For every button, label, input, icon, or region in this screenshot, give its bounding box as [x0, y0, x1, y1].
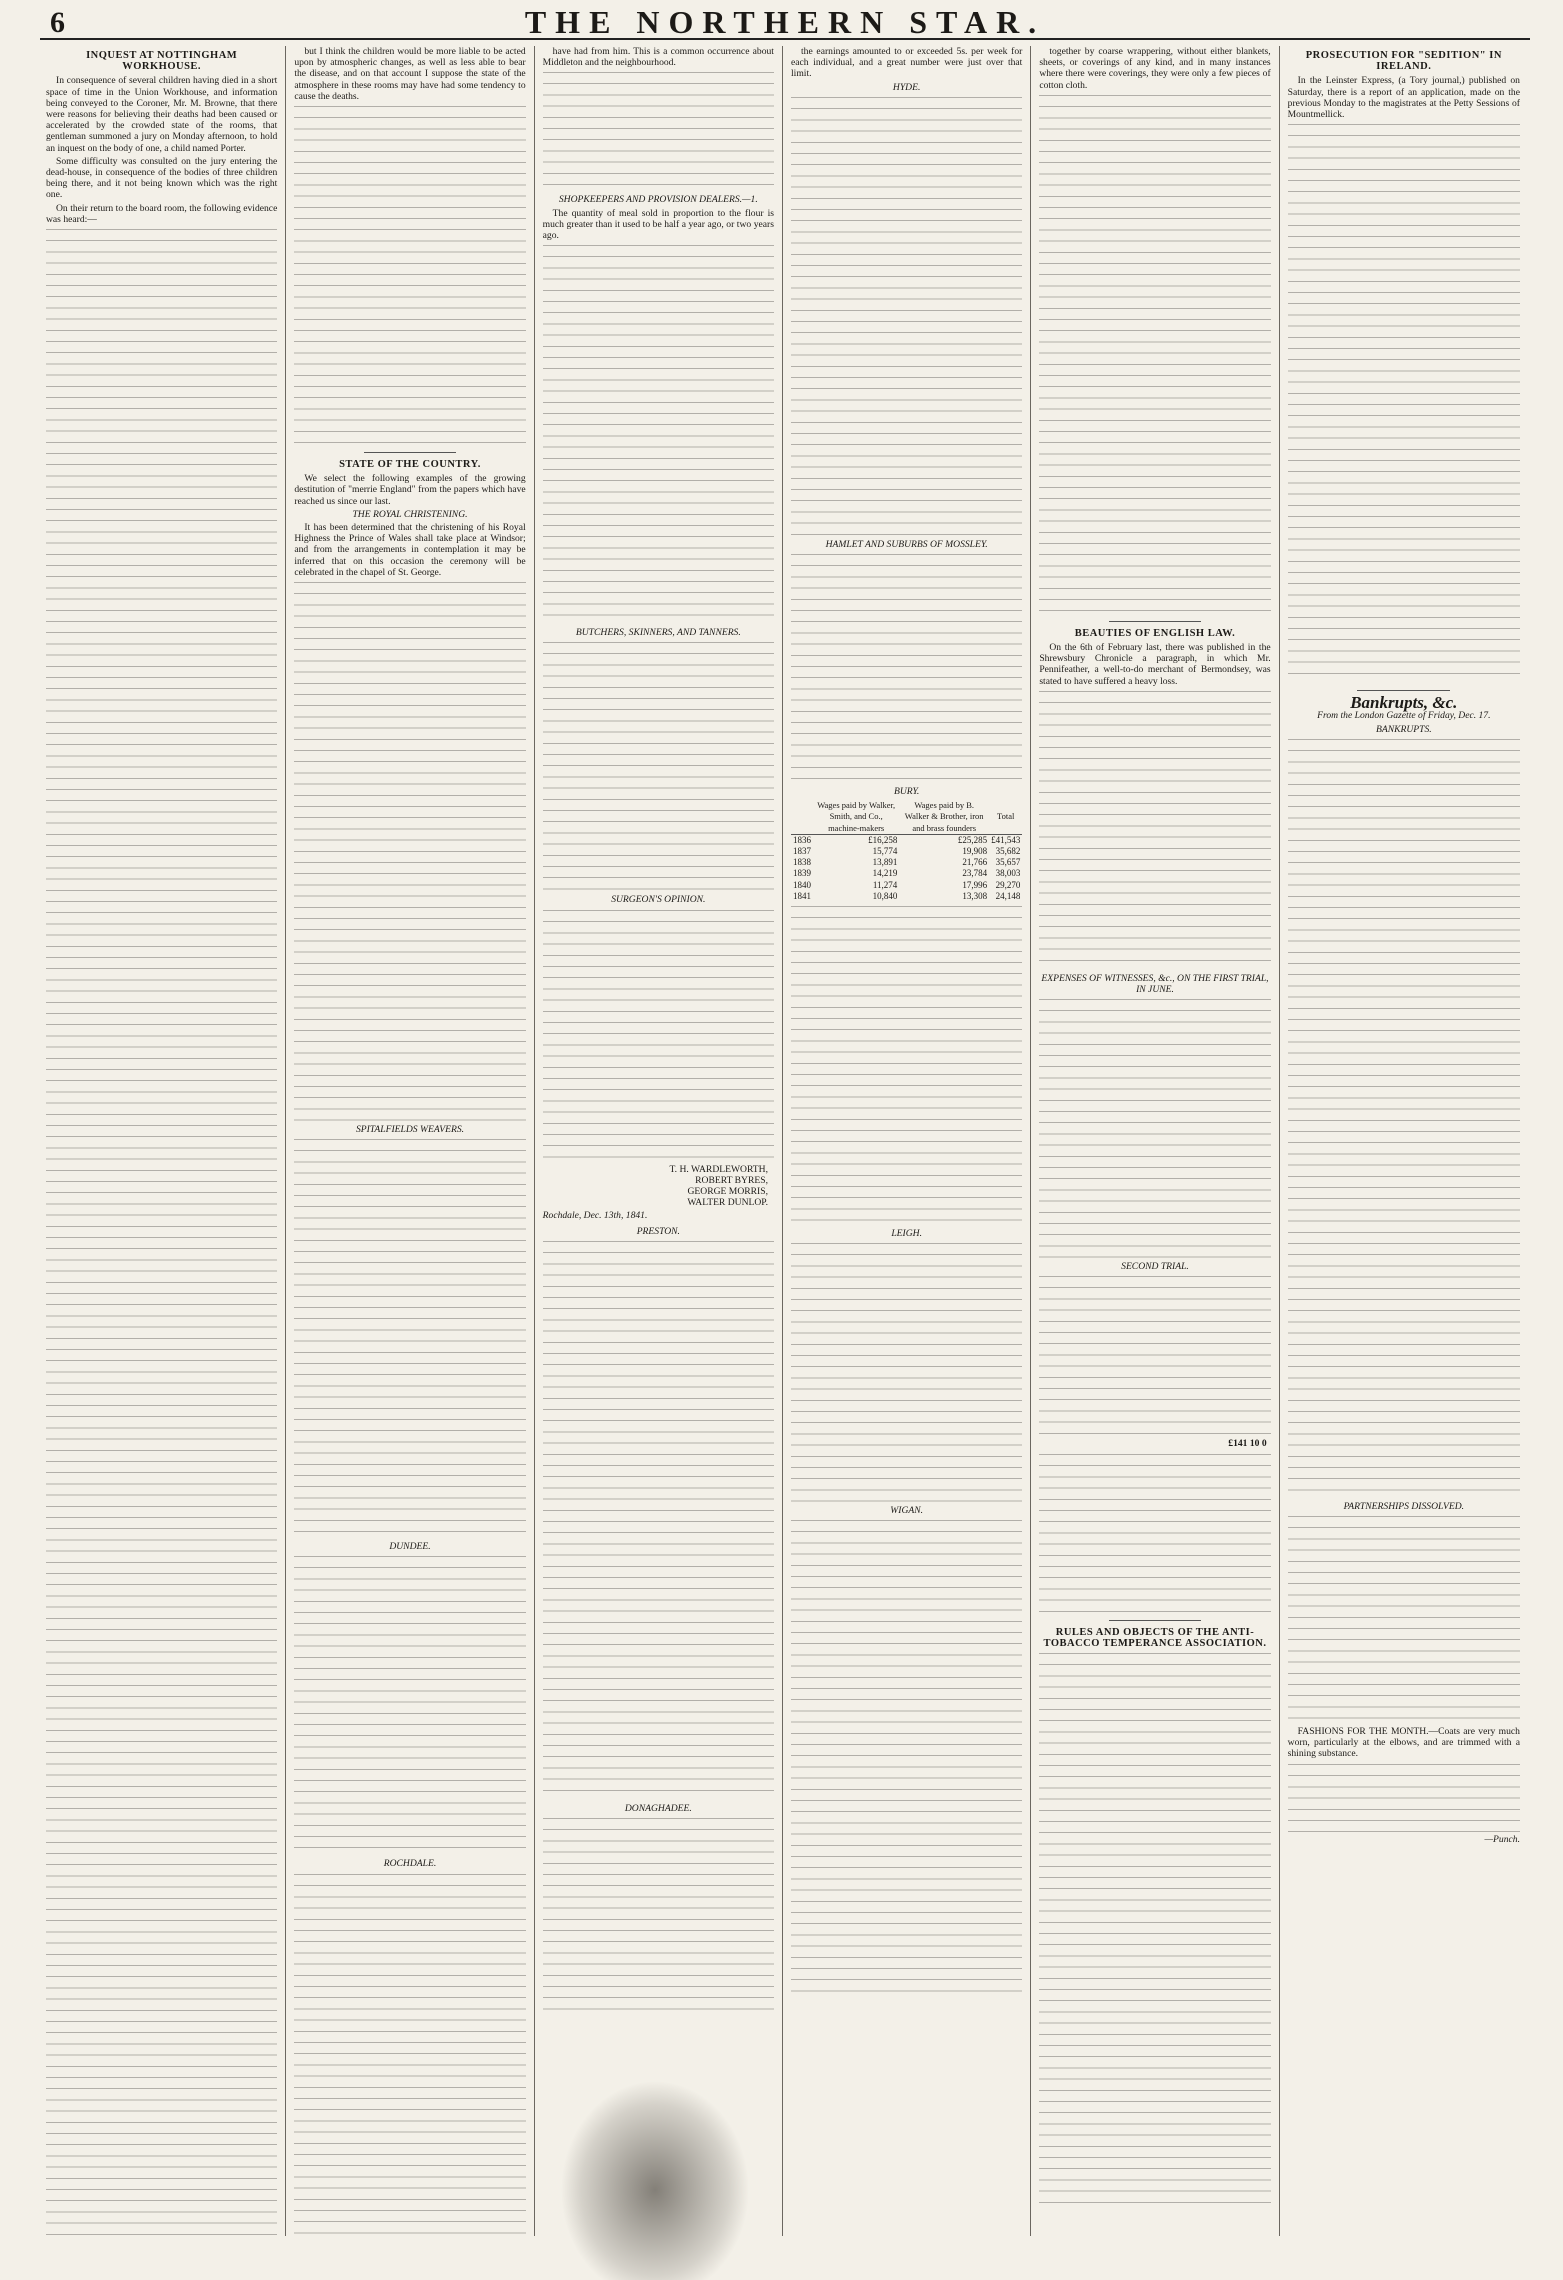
subhead: DUNDEE. — [389, 1541, 431, 1553]
divider — [1109, 1620, 1202, 1621]
paragraph: In the Leinster Express, (a Tory journal,) published on Saturday, there is a report of an application, made on the previous Monday to the magistrates at the Petty Sessions of Mountmellick. — [1287, 75, 1520, 121]
column-1 — [38, 46, 286, 2236]
cell: 35,657 — [995, 857, 1021, 868]
body-text-block — [543, 1241, 774, 1801]
bankrupts-heading: Bankrupts, &c. — [1350, 693, 1458, 713]
subhead: WIGAN. — [890, 1505, 924, 1517]
divider — [1357, 690, 1450, 691]
headline-beauties-of-law: BEAUTIES OF ENGLISH LAW. — [1074, 627, 1236, 639]
table-row — [791, 857, 1022, 868]
paragraph: In consequence of several children having died in a short space of time in the Union Workhouse, and information being conveyed to the Coroner, Mr. M. Browne, that there were reasons for believing their deaths had been caused or accelerated by the crowded state of the rooms, that gentleman summoned a jury on Monday afternoon, to hold an inquest on the body of one, a child named Porter. — [46, 75, 278, 154]
cell: 11,274 — [872, 879, 898, 890]
body-text-block — [294, 1874, 525, 2236]
subhead: HAMLET AND SUBURBS OF MOSSLEY. — [825, 538, 988, 550]
body-text-block — [543, 1818, 774, 2018]
cell: 15,774 — [872, 846, 898, 857]
signatory: GEORGE MORRIS, — [687, 1186, 768, 1198]
body-text-block — [543, 910, 774, 1160]
subhead: PRESTON. — [636, 1225, 680, 1237]
cell: 1841 — [792, 890, 811, 901]
body-text-block — [543, 642, 774, 892]
subhead: SPITALFIELDS WEAVERS. — [355, 1124, 465, 1136]
page-number: 6 — [50, 6, 65, 39]
subhead: HYDE. — [892, 81, 921, 93]
headline-state-of-country: STATE OF THE COUNTRY. — [339, 459, 481, 471]
body-text-block — [543, 245, 774, 625]
table-row — [791, 846, 1022, 857]
cell: 13,891 — [872, 857, 898, 868]
newspaper-columns — [38, 46, 1528, 2236]
column-4 — [783, 46, 1031, 2236]
subhead: PARTNERSHIPS DISSOLVED. — [1343, 1500, 1465, 1512]
credit: —Punch. — [1484, 1833, 1520, 1845]
wages-table — [791, 800, 1022, 902]
body-text-block — [791, 554, 1022, 784]
subhead: DONAGHADEE. — [624, 1802, 692, 1814]
paragraph: It has been determined that the christening of his Royal Highness the Prince of Wales shall take place at Windsor; and from the arrangements in contemplation it may be inferred that on this occasion the ceremony will be celebrated in the chapel of St. George. — [294, 522, 526, 578]
column-6 — [1280, 46, 1528, 2236]
cell: 19,908 — [962, 846, 988, 857]
body-text-block — [543, 72, 774, 192]
body-text-block — [1288, 1764, 1520, 1834]
cell: 14,219 — [872, 868, 898, 879]
paragraph: On the 6th of February last, there was published in the Shrewsbury Chronicle a paragraph, in which Mr. Pennifeather, a well-to-do merchant of Bermondsey, was stated to have suffered a heavy loss. — [1039, 642, 1271, 687]
body-text-block — [1288, 124, 1520, 684]
paragraph: The quantity of meal sold in proportion to the flour is much greater than it used to be half a year ago, or two years ago. — [542, 207, 774, 242]
table-row — [791, 891, 1022, 902]
paragraph: FASHIONS FOR THE MONTH.—Coats are very much worn, particularly at the elbows, and are trimmed with a shining substance. — [1287, 1726, 1520, 1760]
table-header-row — [791, 800, 1022, 834]
body-text-block — [294, 1139, 525, 1539]
column-header — [791, 800, 813, 834]
subhead: SHOPKEEPERS AND PROVISION DEALERS.—1. — [558, 194, 758, 206]
subhead: SURGEON'S OPINION. — [611, 894, 706, 906]
body-text-block — [294, 1556, 525, 1856]
cell: £25,285 — [957, 834, 988, 845]
cell: 24,148 — [995, 890, 1021, 901]
cell: 13,308 — [962, 890, 988, 901]
column-header: Wages paid by B. Walker & Brother, iron and brass founders — [899, 800, 989, 834]
headline-anti-tobacco: RULES AND OBJECTS OF THE ANTI-TOBACCO TEMPERANCE ASSOCIATION. — [1043, 1626, 1267, 1649]
cell: £41,543 — [991, 834, 1021, 845]
column-5 — [1031, 46, 1279, 2236]
cell: 17,996 — [962, 879, 988, 890]
paragraph: have had from him. This is a common occurrence about Middleton and the neighbourhood. — [542, 46, 774, 69]
body-text-block — [1039, 1454, 1270, 1614]
body-text-block — [46, 229, 277, 2236]
body-text-block — [294, 582, 525, 1122]
bankrupts-list — [1288, 739, 1520, 1499]
bankrupts-source: From the London Gazette of Friday, Dec. 17. — [1317, 710, 1491, 722]
cell: 23,784 — [962, 868, 988, 879]
cell: 1836 — [792, 834, 811, 845]
cell: 29,270 — [995, 879, 1021, 890]
body-text-block — [791, 1520, 1022, 2000]
cell: 1839 — [792, 868, 811, 879]
signatory: T. H. WARDLEWORTH, — [669, 1163, 768, 1175]
column-header: Total — [989, 800, 1022, 834]
paragraph: We select the following examples of the growing destitution of "merrie England" from the papers which have reached us since our last. — [294, 473, 526, 507]
newspaper-title: THE NORTHERN STAR. — [524, 4, 1046, 40]
paragraph: but I think the children would be more liable to be acted upon by atmospheric changes, as well as less able to bear the disease, and on that account I suppose the state of the atmosphere in these rooms may have had some tendency to cause the deaths. — [294, 46, 526, 102]
body-text-block — [791, 1243, 1022, 1503]
paragraph: Some difficulty was consulted on the jury entering the dead-house, in consequence of the bodies of three children being there, and it not being known which was the right one. — [46, 155, 278, 201]
body-text-block — [1039, 1653, 1270, 2213]
subhead: THE ROYAL CHRISTENING. — [352, 508, 468, 520]
subhead: BURY. — [893, 786, 920, 798]
body-text-block — [1039, 691, 1270, 971]
masthead — [40, 0, 1530, 40]
cell: 10,840 — [872, 890, 898, 901]
dateline: Rochdale, Dec. 13th, 1841. — [542, 1210, 648, 1222]
expenses-total: £141 10 0 — [1228, 1438, 1267, 1450]
body-text-block — [294, 106, 525, 446]
subhead: EXPENSES OF WITNESSES, &c., ON THE FIRST TRIAL, IN JUNE. — [1041, 972, 1269, 996]
subhead: SECOND TRIAL. — [1121, 1261, 1189, 1273]
cell: 35,682 — [995, 846, 1021, 857]
signatory: ROBERT BYRES, — [695, 1174, 768, 1186]
partnerships-list — [1288, 1516, 1520, 1726]
divider — [364, 452, 457, 453]
signatory: WALTER DUNLOP. — [687, 1197, 768, 1209]
subhead: BUTCHERS, SKINNERS, AND TANNERS. — [575, 627, 741, 639]
cell: 1840 — [792, 879, 811, 890]
body-text-block — [1039, 95, 1270, 615]
cell: £16,258 — [868, 834, 898, 845]
body-text-block — [791, 906, 1022, 1226]
paragraph: On their return to the board room, the following evidence was heard:— — [46, 202, 278, 225]
table-row — [791, 868, 1022, 879]
headline-inquest: INQUEST AT NOTTINGHAM WORKHOUSE. — [86, 50, 238, 73]
column-3 — [535, 46, 783, 2236]
headline-prosecution: PROSECUTION FOR "SEDITION" IN IRELAND. — [1305, 50, 1502, 73]
signatories — [549, 1164, 768, 1209]
expenses-list — [1039, 1276, 1270, 1436]
column-header: Wages paid by Walker, Smith, and Co., machine-makers — [813, 800, 899, 834]
paragraph: the earnings amounted to or exceeded 5s. per week for each individual, and a great number were just over that limit. — [790, 46, 1023, 80]
paragraph: together by coarse wrappering, without either blankets, sheets, or coverings of any kind, and in many instances where there were coverings, they were only a few pieces of cotton cloth. — [1039, 46, 1271, 91]
cell: 1837 — [792, 846, 811, 857]
body-text-block — [791, 97, 1022, 537]
cell: 1838 — [792, 857, 811, 868]
subhead: LEIGH. — [891, 1228, 922, 1240]
expenses-list — [1039, 999, 1270, 1259]
table-row — [791, 880, 1022, 891]
divider — [1109, 621, 1202, 622]
cell: 38,003 — [995, 868, 1021, 879]
subhead: BANKRUPTS. — [1375, 723, 1432, 735]
subhead: ROCHDALE. — [383, 1858, 437, 1870]
table-row — [791, 834, 1022, 846]
column-2 — [286, 46, 534, 2236]
cell: 21,766 — [962, 857, 988, 868]
